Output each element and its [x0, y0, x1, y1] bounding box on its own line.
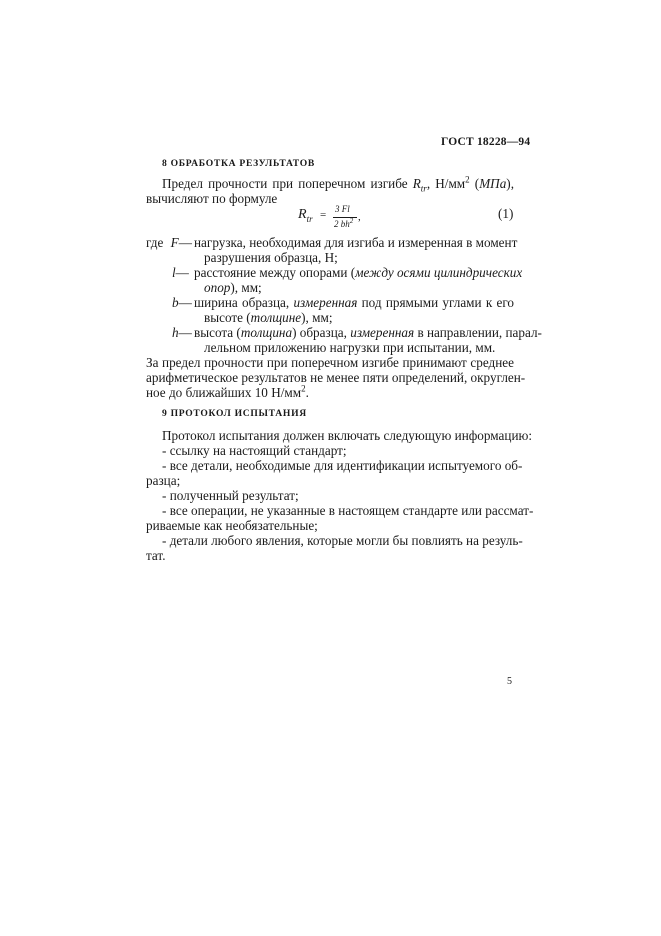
list-item: - все операции, не указанные в настоящем стандарте или рассмат-	[162, 503, 534, 518]
definition-h-text-2: лельном приложению нагрузки при испытании, мм.	[204, 340, 496, 355]
formula-equals: =	[320, 209, 327, 221]
definition-b-text-1: ширина образца, измеренная под прямыми углами к его	[194, 295, 514, 310]
closing-line-3: ное до ближайших 10 $Н/мм^2$.	[146, 383, 309, 400]
formula-denominator: 2 $bh^2$	[334, 217, 354, 229]
definition-f-text-1: нагрузка, необходимая для изгиба и измеренная в момент	[194, 235, 518, 250]
list-item: - детали любого явления, которые могли бы повлиять на резуль-	[162, 533, 523, 548]
definition-f: где F—	[146, 235, 192, 250]
page-number: 5	[507, 676, 512, 687]
definition-l-text-1: расстояние между опорами (между осями цилиндрических	[194, 265, 523, 280]
definition-h: h—	[172, 325, 192, 340]
section-9-intro: Протокол испытания должен включать следующую информацию:	[162, 428, 533, 443]
where-label: где	[146, 235, 164, 250]
formula-lhs: $R_{tr}$	[298, 207, 313, 224]
equation-number: (1)	[498, 206, 514, 221]
formula-comma: ,	[358, 211, 361, 223]
formula	[298, 203, 368, 235]
section-9-heading: 9 ПРОТОКОЛ ИСПЫТАНИЯ	[162, 408, 307, 419]
definition-var: F	[170, 235, 179, 250]
list-item-continuation: разца;	[146, 473, 181, 488]
definition-l: l—	[172, 265, 189, 280]
definition-var: l	[172, 265, 176, 280]
definition-h-text-1: высота (толщина) образца, измеренная в направлении, парал-	[194, 325, 542, 340]
section-8-intro-line-1: Предел прочности при поперечном изгибе $R_{tr}$, $Н/мм^2$ (МПа),	[162, 174, 514, 194]
closing-line-1: За предел прочности при поперечном изгибе принимают среднее	[146, 355, 514, 370]
document-code: ГОСТ 18228—94	[441, 136, 531, 148]
definition-b-text-2: высоте (толщине), мм;	[204, 310, 333, 325]
closing-line-2: арифметическое результатов не менее пяти определений, округлен-	[146, 370, 526, 385]
section-8-heading: 8 ОБРАБОТКА РЕЗУЛЬТАТОВ	[162, 158, 315, 169]
definition-var: h	[172, 325, 179, 340]
section-8-intro-line-2: вычисляют по формуле	[146, 191, 278, 206]
definition-b: b—	[172, 295, 192, 310]
list-item-continuation: тат.	[146, 548, 166, 563]
definition-var: b	[172, 295, 179, 310]
formula-numerator: 3 Fl	[335, 204, 350, 214]
list-item-continuation: риваемые как необязательные;	[146, 518, 318, 533]
list-item: - все детали, необходимые для идентификации испытуемого об-	[162, 458, 523, 473]
definition-l-text-2: опор), мм;	[204, 280, 262, 295]
fraction-bar	[333, 217, 357, 218]
definition-f-text-2: разрушения образца, Н;	[204, 250, 338, 265]
list-item: - полученный результат;	[162, 488, 299, 503]
list-item: - ссылку на настоящий стандарт;	[162, 443, 347, 458]
